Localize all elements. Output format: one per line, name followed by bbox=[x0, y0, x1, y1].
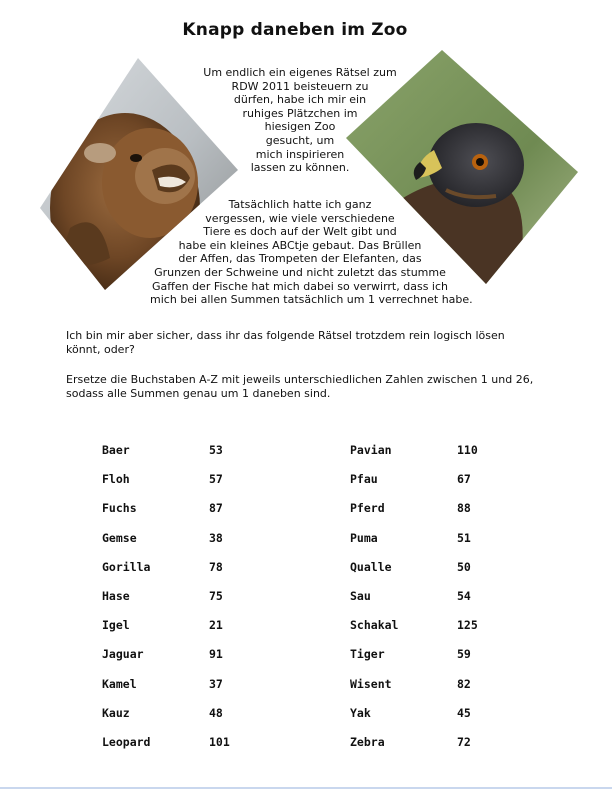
sum-value: 50 bbox=[457, 559, 471, 574]
animal-name: Igel bbox=[102, 618, 130, 633]
sum-value: 125 bbox=[457, 618, 478, 633]
animal-name: Pavian bbox=[350, 443, 392, 457]
question-paragraph: Ich bin mir aber sicher, dass ihr das folgende Rätsel trotzdem rein logisch lösen könnt, oder? bbox=[66, 329, 505, 356]
sum-value: 38 bbox=[209, 530, 223, 545]
animal-name: Sau bbox=[350, 589, 371, 603]
animal-name: Gemse bbox=[102, 530, 137, 545]
sum-value: 72 bbox=[457, 735, 471, 749]
intro-line: hiesigen Zoo bbox=[264, 120, 336, 134]
animal-name: Kauz bbox=[102, 705, 130, 720]
intro-line: dürfen, habe ich mir ein bbox=[233, 93, 367, 107]
intro-line: der Affen, das Trompeten der Elefanten, das bbox=[178, 252, 422, 266]
animal-name: Kamel bbox=[102, 676, 137, 691]
sum-value: 75 bbox=[209, 589, 223, 603]
sum-value: 87 bbox=[209, 501, 223, 516]
animal-name: Gorilla bbox=[102, 559, 151, 574]
intro-line: Tiere es doch auf der Welt gibt und bbox=[203, 225, 397, 239]
sum-value: 67 bbox=[457, 472, 471, 487]
sum-value: 59 bbox=[457, 647, 471, 662]
sum-value: 101 bbox=[209, 735, 230, 749]
animal-name: Tiger bbox=[350, 647, 385, 662]
sum-value: 88 bbox=[457, 501, 471, 516]
intro-line: habe ein kleines ABCtje gebaut. Das Brüllen bbox=[178, 238, 422, 252]
intro-line: mich bei allen Summen tatsächlich um 1 verrechnet habe. bbox=[150, 293, 473, 307]
intro-line: gesucht, um bbox=[265, 133, 335, 147]
intro-line: vergessen, wie viele verschiedene bbox=[205, 211, 395, 225]
animal-name: Qualle bbox=[350, 559, 392, 574]
animal-name: Pfau bbox=[350, 472, 378, 487]
animal-name: Jaguar bbox=[102, 647, 144, 662]
sum-value: 78 bbox=[209, 559, 223, 574]
intro-paragraph-2 bbox=[150, 198, 473, 307]
animal-name: Puma bbox=[350, 530, 378, 545]
animal-name: Floh bbox=[102, 472, 130, 487]
animal-name: Wisent bbox=[350, 676, 392, 691]
animal-name: Hase bbox=[102, 589, 130, 603]
intro-line: RDW 2011 beisteuern zu bbox=[231, 79, 369, 93]
animal-name: Fuchs bbox=[102, 501, 137, 516]
animal-name: Yak bbox=[350, 705, 371, 720]
animal-name: Leopard bbox=[102, 735, 151, 749]
intro-line: lassen zu können. bbox=[250, 161, 350, 175]
animal-name: Schakal bbox=[350, 618, 399, 633]
sum-value: 37 bbox=[209, 676, 223, 691]
intro-line: Um endlich ein eigenes Rätsel zum bbox=[203, 66, 397, 79]
intro-line: ruhiges Plätzchen im bbox=[242, 106, 358, 120]
sum-value: 48 bbox=[209, 705, 223, 720]
intro-line: Gaffen der Fische hat mich dabei so verwirrt, dass ich bbox=[151, 279, 448, 293]
page-bottom-divider bbox=[0, 787, 612, 789]
sum-value: 91 bbox=[209, 647, 223, 662]
task-paragraph: Ersetze die Buchstaben A-Z mit jeweils unterschiedlichen Zahlen zwischen 1 und 26, sodass alle Summen genau um 1 daneben sind. bbox=[66, 373, 534, 400]
sum-value: 51 bbox=[457, 530, 471, 545]
sum-value: 110 bbox=[457, 443, 478, 457]
page-title: Knapp daneben im Zoo bbox=[182, 20, 408, 40]
animal-name: Baer bbox=[102, 443, 130, 457]
sum-value: 82 bbox=[457, 676, 471, 691]
sum-value: 57 bbox=[209, 472, 223, 487]
sum-value: 53 bbox=[209, 443, 223, 457]
intro-line: Tatsächlich hatte ich ganz bbox=[228, 198, 372, 211]
animal-name: Zebra bbox=[350, 735, 385, 749]
sum-value: 45 bbox=[457, 705, 471, 720]
sum-value: 54 bbox=[457, 589, 471, 603]
intro-line: mich inspirieren bbox=[255, 147, 345, 161]
intro-paragraph-1 bbox=[150, 66, 450, 175]
sum-value: 21 bbox=[209, 618, 223, 633]
animal-name: Pferd bbox=[350, 501, 385, 516]
intro-line: Grunzen der Schweine und nicht zuletzt das stumme bbox=[154, 265, 446, 279]
